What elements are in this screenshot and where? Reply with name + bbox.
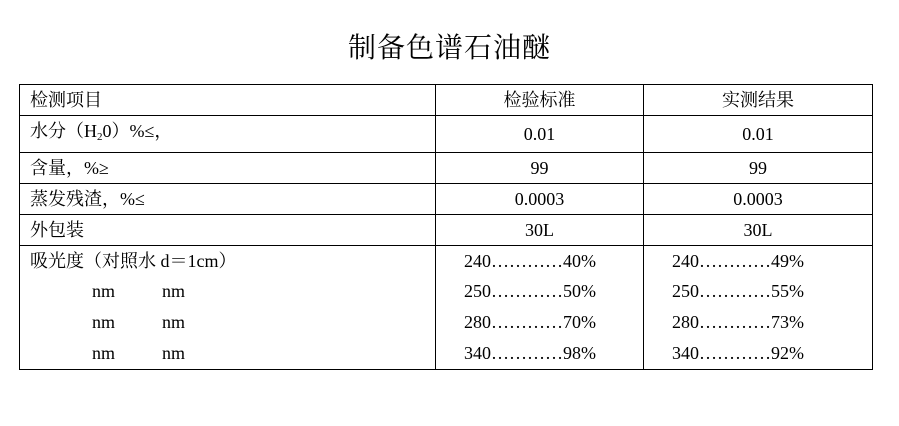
document-title: 制备色谱石油醚 [347, 31, 551, 64]
result-cell: 30L [644, 215, 873, 246]
absorbance-result-line: 250…………55% [672, 281, 804, 301]
absorbance-result-cell [644, 246, 873, 370]
header-test-item: 检测项目 [20, 85, 436, 116]
unit-row [30, 276, 425, 307]
absorbance-standard-line: 340…………98% [464, 343, 596, 363]
unit-nm: nm [92, 343, 116, 363]
absorbance-standard-line: 240…………40% [464, 251, 596, 271]
absorbance-result-line: 240…………49% [672, 251, 804, 271]
absorbance-label-cell [20, 246, 436, 370]
unit-nm: nm [92, 281, 116, 301]
absorbance-standard-cell [436, 246, 644, 370]
item-cell: 含量，%≥ [20, 153, 436, 184]
absorbance-result-line: 280…………73% [672, 312, 804, 332]
table-row [20, 215, 873, 246]
absorbance-result-line: 340…………92% [672, 343, 804, 363]
standard-cell: 0.01 [436, 116, 644, 153]
unit-nm: nm [92, 312, 116, 332]
table-row [20, 184, 873, 215]
unit-nm: nm [162, 343, 186, 363]
item-cell [20, 116, 436, 153]
absorbance-label: 吸光度（对照水 d＝1cm） [30, 251, 237, 271]
standard-cell: 0.0003 [436, 184, 644, 215]
unit-nm: nm [162, 312, 186, 332]
item-cell: 蒸发残渣，%≤ [20, 184, 436, 215]
item-subscript: 2 [97, 131, 103, 143]
table-header-row [20, 85, 873, 116]
absorbance-standard-line: 250…………50% [464, 281, 596, 301]
table-row [20, 153, 873, 184]
result-cell: 99 [644, 153, 873, 184]
standard-cell: 99 [436, 153, 644, 184]
absorbance-standard-line: 280…………70% [464, 312, 596, 332]
table-row [20, 116, 873, 153]
absorbance-row [20, 246, 873, 370]
unit-nm: nm [162, 281, 186, 301]
item-text-suffix: 0）%≤， [102, 121, 173, 141]
standard-cell: 30L [436, 215, 644, 246]
specification-table [19, 84, 873, 370]
unit-row [30, 307, 425, 338]
unit-row [30, 338, 425, 369]
item-cell: 外包装 [20, 215, 436, 246]
result-cell: 0.01 [644, 116, 873, 153]
result-cell: 0.0003 [644, 184, 873, 215]
header-result: 实测结果 [644, 85, 873, 116]
item-text: 水分（H [30, 121, 97, 141]
header-standard: 检验标准 [436, 85, 644, 116]
